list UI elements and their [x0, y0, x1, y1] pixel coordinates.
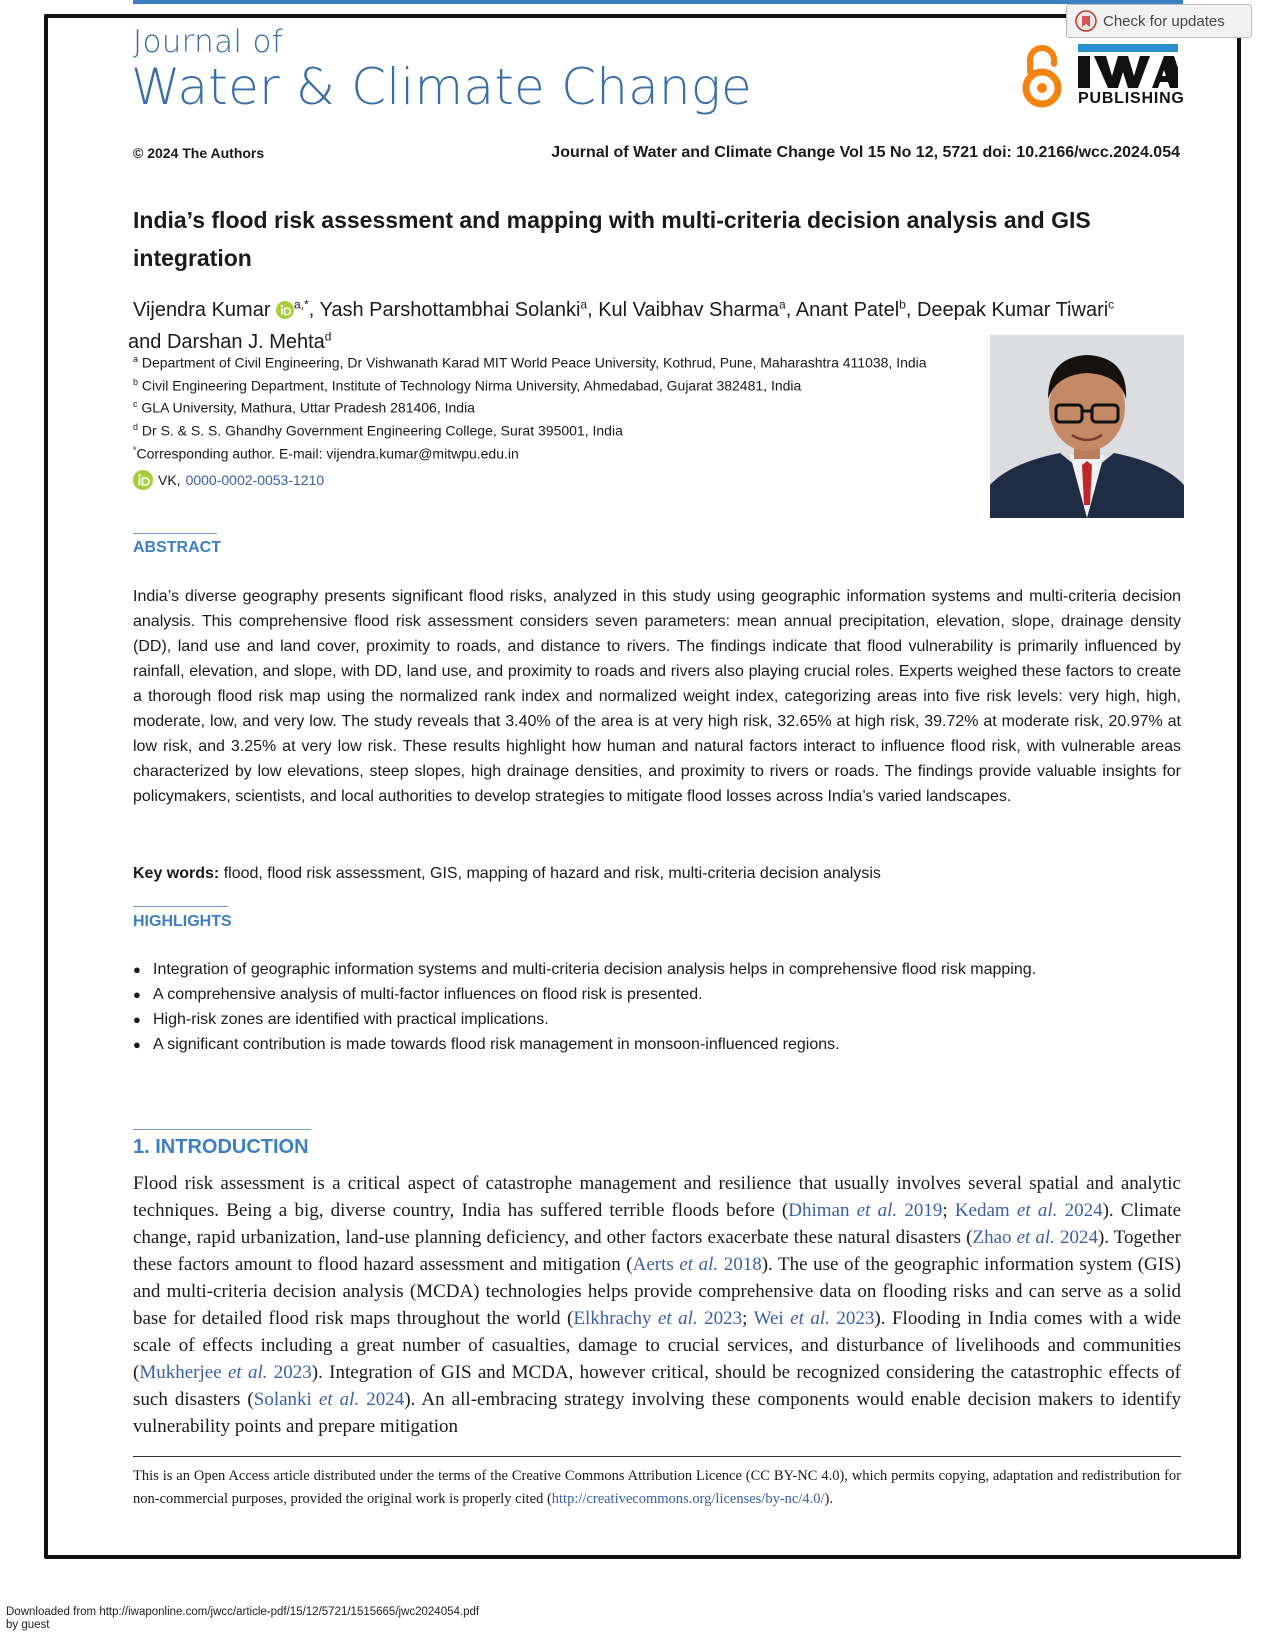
keywords-text: flood, flood risk assessment, GIS, mapping of hazard and risk, multi-criteria decision analysis: [223, 865, 881, 882]
download-line: Downloaded from http://iwaponline.com/jwcc/article-pdf/15/12/5721/1515665/jwc2024054.pdf: [6, 1606, 480, 1618]
abstract-rule: [133, 533, 217, 534]
reference-link[interactable]: et al.: [318, 1389, 360, 1410]
reference-link[interactable]: Solanki: [253, 1389, 319, 1410]
highlights-heading: HIGHLIGHTS: [133, 913, 232, 930]
journal-prefix: Journal of: [133, 24, 283, 60]
highlights-list: [133, 957, 1036, 1057]
keywords: [133, 865, 881, 883]
orcid-icon: [133, 470, 153, 490]
check-updates-icon: [1075, 10, 1097, 32]
orcid-link[interactable]: 0000-0002-0053-1210: [185, 472, 325, 488]
highlight-item: ● Integration of geographic information systems and multi-criteria decision analysis helps in comprehensive flood risk mapping.: [133, 957, 1036, 982]
orcid-icon[interactable]: [276, 301, 294, 319]
highlight-item: ● A comprehensive analysis of multi-factor influences on flood risk is presented.: [133, 982, 1036, 1007]
article-title: India’s flood risk assessment and mapping with multi-criteria decision analysis and GIS integration: [133, 207, 1091, 271]
copyright: © 2024 The Authors: [133, 145, 265, 161]
highlights-rule: [133, 906, 228, 907]
affiliation-b: $^b$ Civil Engineering Department, Institute of Technology Nirma University, Ahmedabad, Gujarat 382481, India: [133, 376, 802, 394]
author-photo: [990, 335, 1184, 518]
reference-link[interactable]: Aerts: [632, 1254, 680, 1275]
reference-link[interactable]: et al.: [1016, 1227, 1055, 1248]
reference-link[interactable]: Dhiman: [788, 1200, 857, 1221]
intro-text-segment: ). Flooding in India comes with a wide scale of effects including a great number of casualties, damage to crucial services, and disturbance of livelihoods and communities (: [133, 1308, 1181, 1383]
reference-link[interactable]: Kedam: [954, 1200, 1017, 1221]
reference-link[interactable]: 2024: [1057, 1200, 1103, 1221]
author-4: Anant Patel$^b$: [795, 297, 906, 321]
reference-link[interactable]: Elkhrachy: [573, 1308, 658, 1329]
iwa-logo-icon: [1078, 44, 1178, 88]
affiliation-c: $^c$ GLA University, Mathura, Uttar Pradesh 281406, India: [133, 399, 475, 416]
reference-link[interactable]: et al.: [657, 1308, 698, 1329]
license-footnote: This is an Open Access article distributed under the terms of the Creative Commons Attribution Licence (CC BY-NC 4.0), which permits copying, adaptation and redistribution for non-commercial purposes, provided the original work is properly cited (http://creativecommons.org/licenses/by-nc/4.0/).: [133, 1468, 1181, 1507]
check-updates-label: Check for updates: [1103, 12, 1225, 30]
affiliation-d: $^d$ Dr S. & S. S. Ghandhy Government Engineering College, Surat 395001, India: [133, 421, 623, 439]
reference-link[interactable]: et al.: [856, 1200, 898, 1221]
reference-link[interactable]: et al.: [790, 1308, 830, 1329]
reference-link[interactable]: 2024: [359, 1389, 405, 1410]
intro-text-segment: ;: [742, 1308, 754, 1329]
open-access-icon: [1020, 40, 1064, 110]
footnote-rule: [133, 1456, 1181, 1457]
abstract-text: India’s diverse geography presents significant flood risks, analyzed in this study using geographic information systems and multi-criteria decision analysis. This comprehensive flood risk assessment considers seven parameters: mean annual precipitation, elevation, slope, drainage density (DD), land use and land cover, proximity to roads, and distance to rivers. The findings indicate that flood vulnerability is primarily influenced by rainfall, elevation, and slope, with DD, land use, and proximity to roads and rivers also playing crucial roles. Experts weighed these factors to create a thorough flood risk map using the normalized rank index and normalized weight index, categorizing areas into five risk levels: very high, high, moderate, low, and very low. The study reveals that 3.40% of the area is at very high risk, 32.65% at high risk, 39.72% at moderate risk, 20.97% at low risk, and 3.25% at very low risk. These results highlight how human and natural factors interact to influence flood risk, with vulnerable areas characterized by low elevations, steep slopes, high drainage densities, and proximity to rivers or roads. The findings provide valuable insights for policymakers, scientists, and local authorities to develop strategies to mitigate flood losses across India’s varied landscapes.: [133, 588, 1181, 805]
introduction-text: [133, 1170, 1181, 1440]
intro-text-segment: Flood risk assessment is a critical aspect of catastrophe management and resilience that usually involves several spatial and analytic techniques. Being a big, diverse country, India has suffered terrible floods before (: [133, 1173, 1181, 1221]
journal-citation: Journal of Water and Climate Change Vol 15 No 12, 5721 doi: 10.2166/wcc.2024.054: [551, 144, 1180, 161]
introduction-heading: 1. INTRODUCTION: [133, 1136, 309, 1158]
corresponding-author: *Corresponding author. E-mail: vijendra.kumar@mitwpu.edu.in: [133, 444, 519, 462]
abstract-heading: ABSTRACT: [133, 539, 221, 556]
intro-text-segment: ). Together these factors amount to flood hazard assessment and mitigation (: [133, 1227, 1181, 1275]
author-3: Kul Vaibhav Sharma$^a$: [598, 297, 786, 321]
reference-link[interactable]: Mukherjee: [139, 1362, 228, 1383]
affiliation-a: $^a$ Department of Civil Engineering, Dr Vishwanath Karad MIT World Peace University, Kothrud, Pune, Maharashtra 411038, India: [133, 354, 927, 371]
top-accent-bar: [133, 0, 1183, 4]
reference-link[interactable]: 2019: [897, 1200, 943, 1221]
author-1[interactable]: Vijendra Kumar $^{a,*}$: [133, 297, 309, 321]
introduction-rule: [133, 1129, 311, 1130]
intro-text-segment: ). An all-embracing strategy involving these components would enable decision makers to identify vulnerability points and prepare mitigation: [133, 1389, 1182, 1437]
highlight-item: ● A significant contribution is made towards flood risk management in monsoon-influenced regions.: [133, 1032, 1036, 1057]
author-5: Deepak Kumar Tiwari$^c$: [916, 297, 1115, 321]
affiliations: [133, 350, 927, 463]
check-for-updates-button[interactable]: [1066, 4, 1252, 38]
reference-link[interactable]: et al.: [1016, 1200, 1058, 1221]
author-list: Vijendra Kumar $^{a,*}$, Yash Parshottambhai Solanki$^a$, Kul Vaibhav Sharma$^a$, Anant Patel$^b$, Deepak Kumar Tiwari$^c$ and Darshan J. Mehta$^d$: [128, 297, 1115, 354]
intro-text-segment: ;: [942, 1200, 955, 1221]
reference-link[interactable]: 2018: [718, 1254, 762, 1275]
orcid-row: [133, 470, 324, 490]
keywords-label: Key words:: [133, 865, 220, 882]
reference-link[interactable]: 2023: [829, 1308, 875, 1329]
author-6: Darshan J. Mehta$^d$: [166, 329, 332, 354]
reference-link[interactable]: Zhao: [972, 1227, 1017, 1248]
intro-text-segment: ). Climate change, rapid urbanization, land-use planning deficiency, and other factors exacerbate these natural disasters (: [133, 1200, 1182, 1248]
reference-link[interactable]: Wei: [753, 1308, 791, 1329]
download-notice: [6, 1606, 479, 1632]
intro-text-segment: ). The use of the geographic information system (GIS) and multi-criteria decision analysis (MCDA) technologies helps provide comprehensive data on flooding risks and can serve as a solid base for detailed flood risk maps throughout the world (: [133, 1254, 1181, 1329]
author-2: Yash Parshottambhai Solanki$^a$: [319, 297, 588, 321]
license-link[interactable]: http://creativecommons.org/licenses/by-nc/4.0/: [551, 1491, 825, 1507]
intro-text-segment: ). Integration of GIS and MCDA, however critical, should be recognized considering the catastrophic effects of such disasters (: [133, 1362, 1181, 1410]
download-guest: by guest: [6, 1619, 50, 1631]
highlight-item: ● High-risk zones are identified with practical implications.: [133, 1007, 1036, 1032]
reference-link[interactable]: 2023: [267, 1362, 312, 1383]
reference-link[interactable]: 2024: [1054, 1227, 1098, 1248]
journal-title: Water & Climate Change: [131, 58, 752, 116]
publisher-name: PUBLISHING: [1078, 90, 1185, 107]
orcid-initials: VK,: [158, 472, 181, 488]
reference-link[interactable]: et al.: [227, 1362, 268, 1383]
reference-link[interactable]: et al.: [679, 1254, 719, 1275]
reference-link[interactable]: 2023: [697, 1308, 743, 1329]
